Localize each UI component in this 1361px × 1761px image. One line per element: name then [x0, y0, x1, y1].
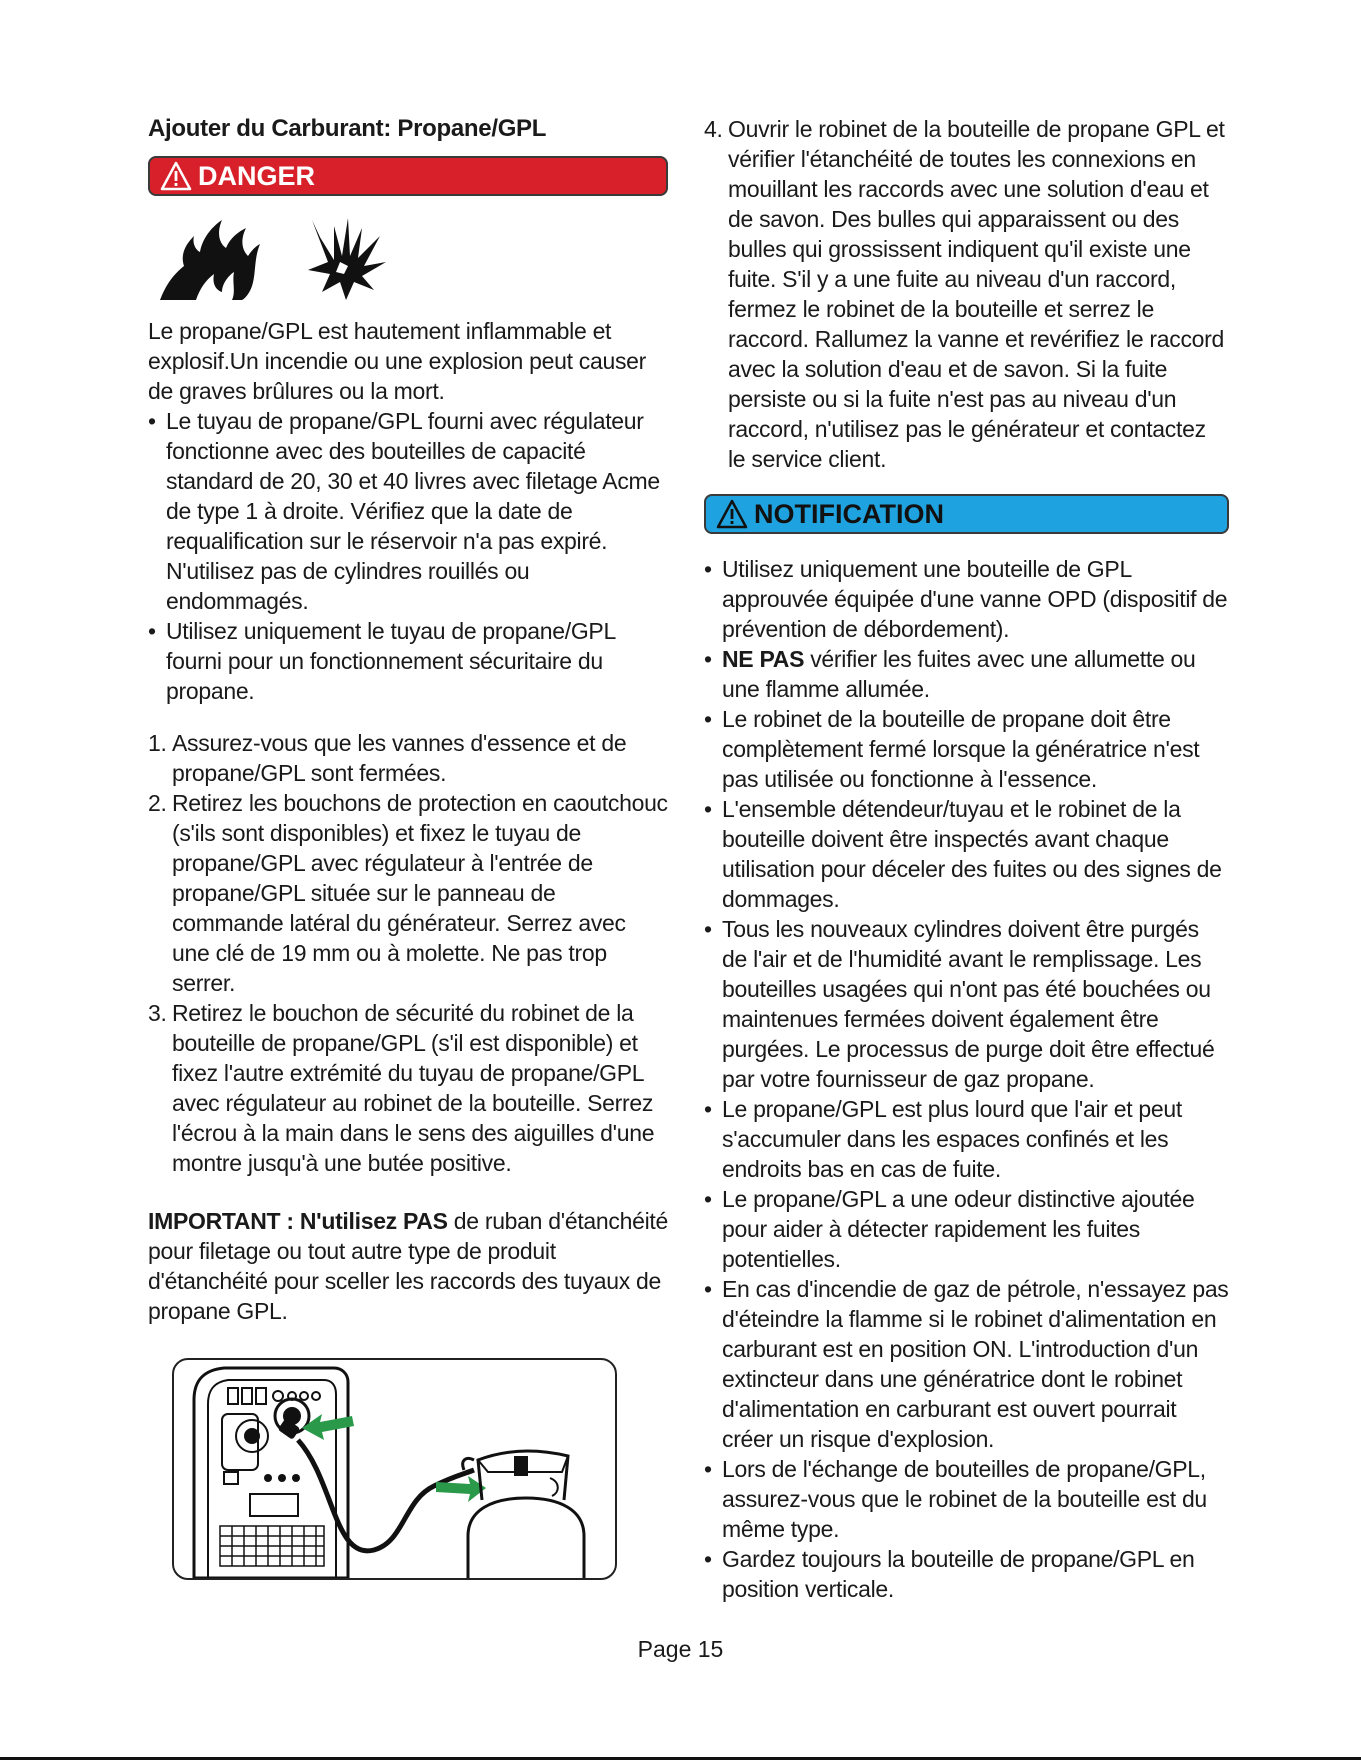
steps-list	[148, 728, 668, 1178]
left-bullet-list	[148, 406, 668, 706]
right-column	[704, 114, 1229, 1604]
notification-label: NOTIFICATION	[754, 499, 944, 529]
bottom-rule	[0, 1757, 1361, 1760]
list-item: • Lors de l'échange de bouteilles de propane/GPL, assurez-vous que le robinet de la bouteille est du même type.	[704, 1454, 1229, 1544]
list-item: • En cas d'incendie de gaz de pétrole, n'essayez pas d'éteindre la flamme si le robinet d'alimentation en carburant est en position ON. L'introduction d'un extincteur dans une génératrice dont le robinet d'alimentation en carburant est ouvert pourrait créer un risque d'explosion.	[704, 1274, 1229, 1454]
warning-triangle-icon	[716, 499, 748, 529]
list-item: • Utilisez uniquement le tuyau de propane/GPL fourni pour un fonctionnement sécuritaire du propane.	[148, 616, 668, 706]
step-item: 4. Ouvrir le robinet de la bouteille de propane GPL et vérifier l'étanchéité de toutes les connexions en mouillant les raccords avec une solution d'eau et de savon. Des bulles qui apparaissent ou des bulles qui grossissent indiquent qu'il existe une fuite. S'il y a une fuite au niveau d'un raccord, fermez le robinet de la bouteille et serrez le raccord. Rallumez la vanne et revérifiez le raccord avec la solution d'eau et de savon. Si la fuite persiste ou si la fuite n'est pas au niveau d'un raccord, n'utilisez pas le générateur et contactez le service client.	[704, 116, 1225, 472]
right-bullet-list	[704, 554, 1229, 1604]
step-item: 2. Retirez les bouchons de protection en caoutchouc (s'ils sont disponibles) et fixez le tuyau de propane/GPL avec régulateur à l'entrée de propane/GPL située sur le panneau de commande latéral du générateur. Serrez avec une clé de 19 mm ou à molette. Ne pas trop serrer.	[148, 790, 668, 996]
step-item: 3. Retirez le bouchon de sécurité du robinet de la bouteille de propane/GPL (s'il est disponible) et fixez l'autre extrémité du tuyau de propane/GPL avec régulateur au robinet de la bouteille. Serrez l'écrou à la main dans le sens des aiguilles d'une montre jusqu'à une butée positive.	[148, 1000, 655, 1176]
page-number: Page 15	[637, 1636, 724, 1662]
section-title: Ajouter du Carburant: Propane/GPL	[148, 115, 547, 142]
list-item: • L'ensemble détendeur/tuyau et le robinet de la bouteille doivent être inspectés avant chaque utilisation pour déceler des fuites ou des signes de dommages.	[704, 794, 1229, 914]
list-item: • Le tuyau de propane/GPL fourni avec régulateur fonctionne avec des bouteilles de capacité standard de 20, 30 et 40 livres avec filetage Acme de type 1 à droite. Vérifiez que la date de requalification sur le réservoir n'a pas expiré. N'utilisez pas de cylindres rouillés ou endommagés.	[148, 406, 668, 616]
flammable-icon	[156, 214, 264, 302]
list-item: • Le propane/GPL est plus lourd que l'air et peut s'accumuler dans les espaces confinés et les endroits bas en cas de fuite.	[704, 1094, 1229, 1184]
important-label: IMPORTANT : N'utilisez PAS	[148, 1208, 448, 1234]
step-item: 1. Assurez-vous que les vannes d'essence et de propane/GPL sont fermées.	[148, 730, 627, 786]
generator-tank-diagram	[174, 1360, 615, 1578]
list-item: • Le propane/GPL a une odeur distinctive ajoutée pour aider à détecter rapidement les fuites potentielles.	[704, 1184, 1229, 1274]
list-item: • Tous les nouveaux cylindres doivent être purgés de l'air et de l'humidité avant le remplissage. Les bouteilles usagées qui n'ont pas été bouchées ou maintenues fermées doivent également être purgées. Le processus de purge doit être effectué par votre fournisseur de gaz propane.	[704, 914, 1229, 1094]
list-item: • Le robinet de la bouteille de propane doit être complètement fermé lorsque la génératrice n'est pas utilisée ou fonctionne à l'essence.	[704, 704, 1229, 794]
intro-paragraph: Le propane/GPL est hautement inflammable et explosif.Un incendie ou une explosion peut causer de graves brûlures ou la mort.	[148, 318, 647, 404]
notification-banner	[704, 494, 1229, 534]
warning-triangle-icon	[160, 161, 192, 191]
hazard-icons	[156, 210, 668, 302]
left-column	[148, 114, 668, 1580]
connection-illustration	[172, 1358, 617, 1580]
list-item: • Utilisez uniquement une bouteille de GPL approuvée équipée d'une vanne OPD (dispositif de prévention de débordement).	[704, 554, 1229, 644]
important-note: IMPORTANT : N'utilisez PAS de ruban d'étanchéité pour filetage ou tout autre type de produit d'étanchéité pour sceller les raccords des tuyaux de propane GPL.	[148, 1208, 668, 1324]
list-item: • NE PAS vérifier les fuites avec une allumette ou une flamme allumée.	[704, 644, 1229, 704]
danger-banner	[148, 156, 668, 196]
list-item: • Gardez toujours la bouteille de propane/GPL en position verticale.	[704, 1544, 1229, 1604]
steps-list-continued	[704, 114, 1229, 474]
explosive-icon	[304, 216, 388, 302]
danger-label: DANGER	[198, 161, 316, 191]
